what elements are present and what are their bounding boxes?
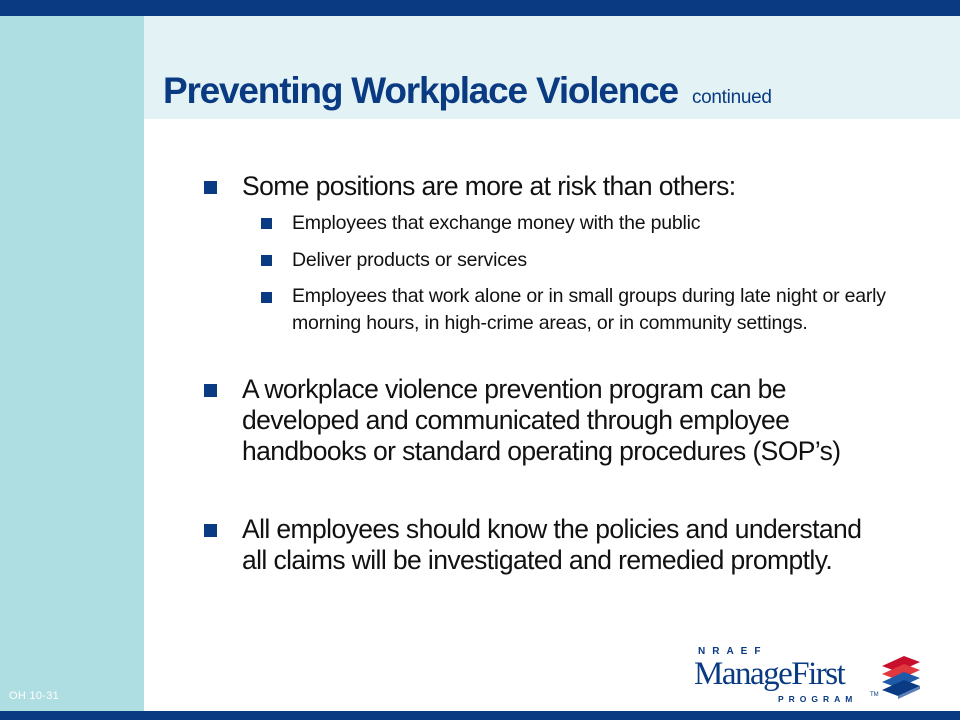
bullet-prevention-program <box>204 374 864 467</box>
square-bullet-icon <box>261 255 272 266</box>
sub-bullet-deliver-products <box>261 246 911 275</box>
bullet-text: Some positions are more at risk than others: <box>242 171 736 201</box>
square-bullet-icon <box>204 181 217 194</box>
logo-trademark: TM <box>870 692 879 698</box>
bullet-text: Employees that work alone or in small groups during late night or early morning hours, in high-crime areas, or in community settings. <box>292 285 886 334</box>
slide-code: OH 10-31 <box>9 690 60 702</box>
square-bullet-icon <box>261 292 272 303</box>
logo-brand-text: ManageFirst <box>694 656 845 692</box>
slide-title-text: Preventing Workplace Violence <box>163 70 678 111</box>
bullet-text: A workplace violence prevention program can be developed and communicated through employee handbooks or standard operating procedures (SOP’s) <box>242 374 841 466</box>
managefirst-logo <box>694 646 924 710</box>
square-bullet-icon <box>261 218 272 229</box>
sub-bullet-money-exchange <box>261 209 911 238</box>
bullet-text: Employees that exchange money with the public <box>292 212 701 234</box>
bullet-policies <box>204 514 864 576</box>
slide-subtitle: continued <box>691 87 772 108</box>
logo-program-text: PROGRAM <box>778 694 858 704</box>
square-bullet-icon <box>204 524 217 537</box>
stacked-books-icon <box>878 652 924 700</box>
bullet-text: All employees should know the policies and understand all claims will be investigated and remedied promptly. <box>242 514 862 575</box>
sub-bullet-work-alone <box>261 283 911 337</box>
bullet-at-risk-positions <box>204 171 844 202</box>
logo-nraef-text: NRAEF <box>698 646 768 657</box>
square-bullet-icon <box>204 384 217 397</box>
bullet-text: Deliver products or services <box>292 249 527 271</box>
